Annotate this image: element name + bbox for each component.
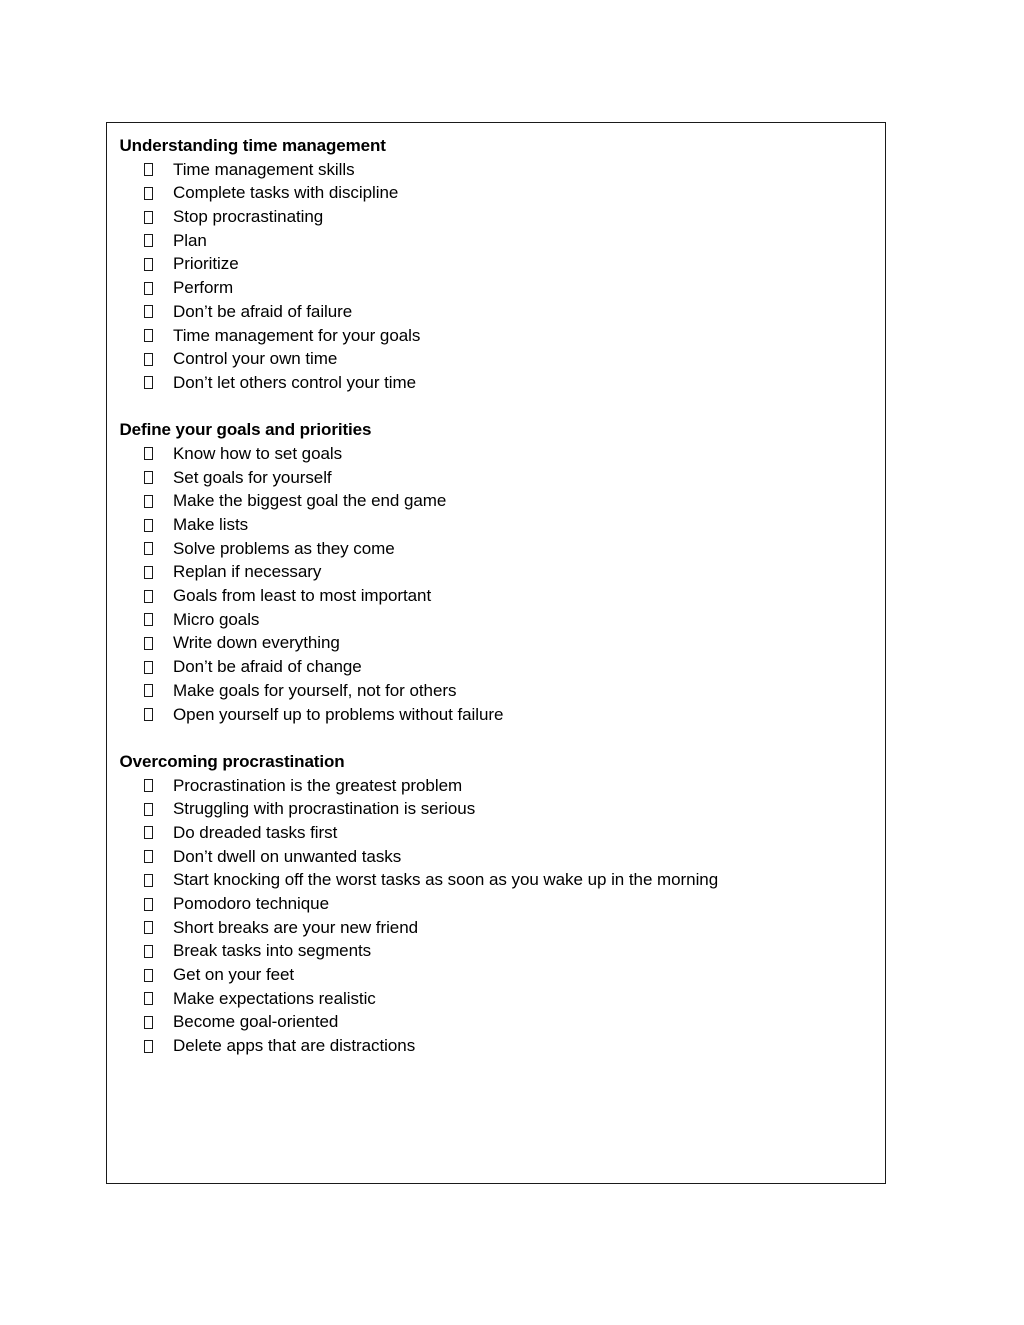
outline-section xyxy=(120,134,882,395)
missing-glyph-box-icon xyxy=(144,779,153,792)
list-item-label: Prioritize xyxy=(173,254,239,274)
list-item xyxy=(120,229,882,253)
list-item xyxy=(120,181,882,205)
list-item-label: Don’t dwell on unwanted tasks xyxy=(173,846,402,866)
list-item xyxy=(120,442,882,466)
list-item-label: Short breaks are your new friend xyxy=(173,917,419,937)
missing-glyph-box-icon xyxy=(144,305,153,318)
missing-glyph-box-icon xyxy=(144,187,153,200)
list-item-label: Don’t let others control your time xyxy=(173,372,417,392)
missing-glyph-box-icon xyxy=(144,519,153,532)
section-item-list xyxy=(120,774,882,1058)
list-item xyxy=(120,489,882,513)
list-item xyxy=(120,324,882,348)
document-page xyxy=(106,122,886,1184)
list-item xyxy=(120,560,882,584)
missing-glyph-box-icon xyxy=(144,684,153,697)
list-item-label: Don’t be afraid of failure xyxy=(173,301,353,321)
list-item-label: Open yourself up to problems without failure xyxy=(173,704,504,724)
list-item xyxy=(120,987,882,1011)
list-item xyxy=(120,892,882,916)
list-item xyxy=(120,774,882,798)
list-item xyxy=(120,276,882,300)
missing-glyph-box-icon xyxy=(144,495,153,508)
section-heading: Overcoming procrastination xyxy=(119,751,345,771)
list-item-label: Make the biggest goal the end game xyxy=(173,491,447,511)
list-item-label: Complete tasks with discipline xyxy=(173,183,399,203)
list-item-label: Replan if necessary xyxy=(173,562,322,582)
missing-glyph-box-icon xyxy=(144,898,153,911)
list-item-label: Struggling with procrastination is serious xyxy=(173,799,476,819)
list-item xyxy=(120,252,882,276)
document-body xyxy=(120,134,882,1058)
missing-glyph-box-icon xyxy=(144,613,153,626)
missing-glyph-box-icon xyxy=(144,992,153,1005)
outline-section xyxy=(120,418,882,726)
list-item xyxy=(120,631,882,655)
list-item xyxy=(120,679,882,703)
list-item-label: Start knocking off the worst tasks as soon as you wake up in the morning xyxy=(173,870,719,890)
list-item-label: Micro goals xyxy=(173,609,260,629)
list-item xyxy=(120,537,882,561)
missing-glyph-box-icon xyxy=(144,211,153,224)
list-item-label: Procrastination is the greatest problem xyxy=(173,775,463,795)
list-item-label: Break tasks into segments xyxy=(173,941,372,961)
list-item-label: Time management for your goals xyxy=(173,325,421,345)
list-item-label: Make expectations realistic xyxy=(173,988,376,1008)
list-item xyxy=(120,821,882,845)
missing-glyph-box-icon xyxy=(144,850,153,863)
list-item-label: Get on your feet xyxy=(173,965,295,985)
missing-glyph-box-icon xyxy=(144,542,153,555)
list-item-label: Write down everything xyxy=(173,633,340,653)
list-item xyxy=(120,158,882,182)
missing-glyph-box-icon xyxy=(144,590,153,603)
list-item xyxy=(120,584,882,608)
missing-glyph-box-icon xyxy=(144,969,153,982)
list-item-label: Delete apps that are distractions xyxy=(173,1036,416,1056)
missing-glyph-box-icon xyxy=(144,874,153,887)
list-item xyxy=(120,916,882,940)
section-heading: Understanding time management xyxy=(119,136,386,155)
missing-glyph-box-icon xyxy=(144,1016,153,1029)
list-item-label: Plan xyxy=(173,230,207,250)
list-item xyxy=(120,1034,882,1058)
list-item xyxy=(120,300,882,324)
missing-glyph-box-icon xyxy=(144,708,153,721)
list-item xyxy=(120,868,882,892)
missing-glyph-box-icon xyxy=(144,1040,153,1053)
list-item xyxy=(120,655,882,679)
missing-glyph-box-icon xyxy=(144,353,153,366)
list-item xyxy=(120,466,882,490)
missing-glyph-box-icon xyxy=(144,945,153,958)
list-item-label: Don’t be afraid of change xyxy=(173,657,362,677)
missing-glyph-box-icon xyxy=(144,637,153,650)
list-item xyxy=(120,347,882,371)
missing-glyph-box-icon xyxy=(144,234,153,247)
list-item-label: Time management skills xyxy=(173,159,355,179)
missing-glyph-box-icon xyxy=(144,163,153,176)
list-item xyxy=(120,371,882,395)
list-item xyxy=(120,797,882,821)
list-item-label: Control your own time xyxy=(173,349,338,369)
list-item xyxy=(120,963,882,987)
list-item xyxy=(120,205,882,229)
list-item-label: Set goals for yourself xyxy=(173,467,332,487)
list-item-label: Do dreaded tasks first xyxy=(173,822,338,842)
list-item-label: Become goal-oriented xyxy=(173,1012,339,1032)
list-item xyxy=(120,608,882,632)
list-item xyxy=(120,703,882,727)
list-item-label: Stop procrastinating xyxy=(173,207,324,227)
missing-glyph-box-icon xyxy=(144,471,153,484)
missing-glyph-box-icon xyxy=(144,329,153,342)
list-item-label: Make lists xyxy=(173,515,249,535)
missing-glyph-box-icon xyxy=(144,921,153,934)
list-item xyxy=(120,845,882,869)
section-item-list xyxy=(120,442,882,726)
list-item-label: Solve problems as they come xyxy=(173,538,395,558)
list-item xyxy=(120,939,882,963)
missing-glyph-box-icon xyxy=(144,566,153,579)
missing-glyph-box-icon xyxy=(144,258,153,271)
list-item-label: Make goals for yourself, not for others xyxy=(173,680,457,700)
list-item-label: Perform xyxy=(173,278,234,298)
missing-glyph-box-icon xyxy=(144,376,153,389)
outline-section xyxy=(120,750,882,1058)
list-item-label: Pomodoro technique xyxy=(173,894,329,914)
list-item xyxy=(120,513,882,537)
list-item-label: Goals from least to most important xyxy=(173,586,432,606)
missing-glyph-box-icon xyxy=(144,447,153,460)
list-item xyxy=(120,1010,882,1034)
section-heading: Define your goals and priorities xyxy=(119,420,372,440)
missing-glyph-box-icon xyxy=(144,826,153,839)
section-item-list xyxy=(120,158,882,395)
missing-glyph-box-icon xyxy=(144,803,153,816)
missing-glyph-box-icon xyxy=(144,661,153,674)
missing-glyph-box-icon xyxy=(144,282,153,295)
list-item-label: Know how to set goals xyxy=(173,443,343,463)
